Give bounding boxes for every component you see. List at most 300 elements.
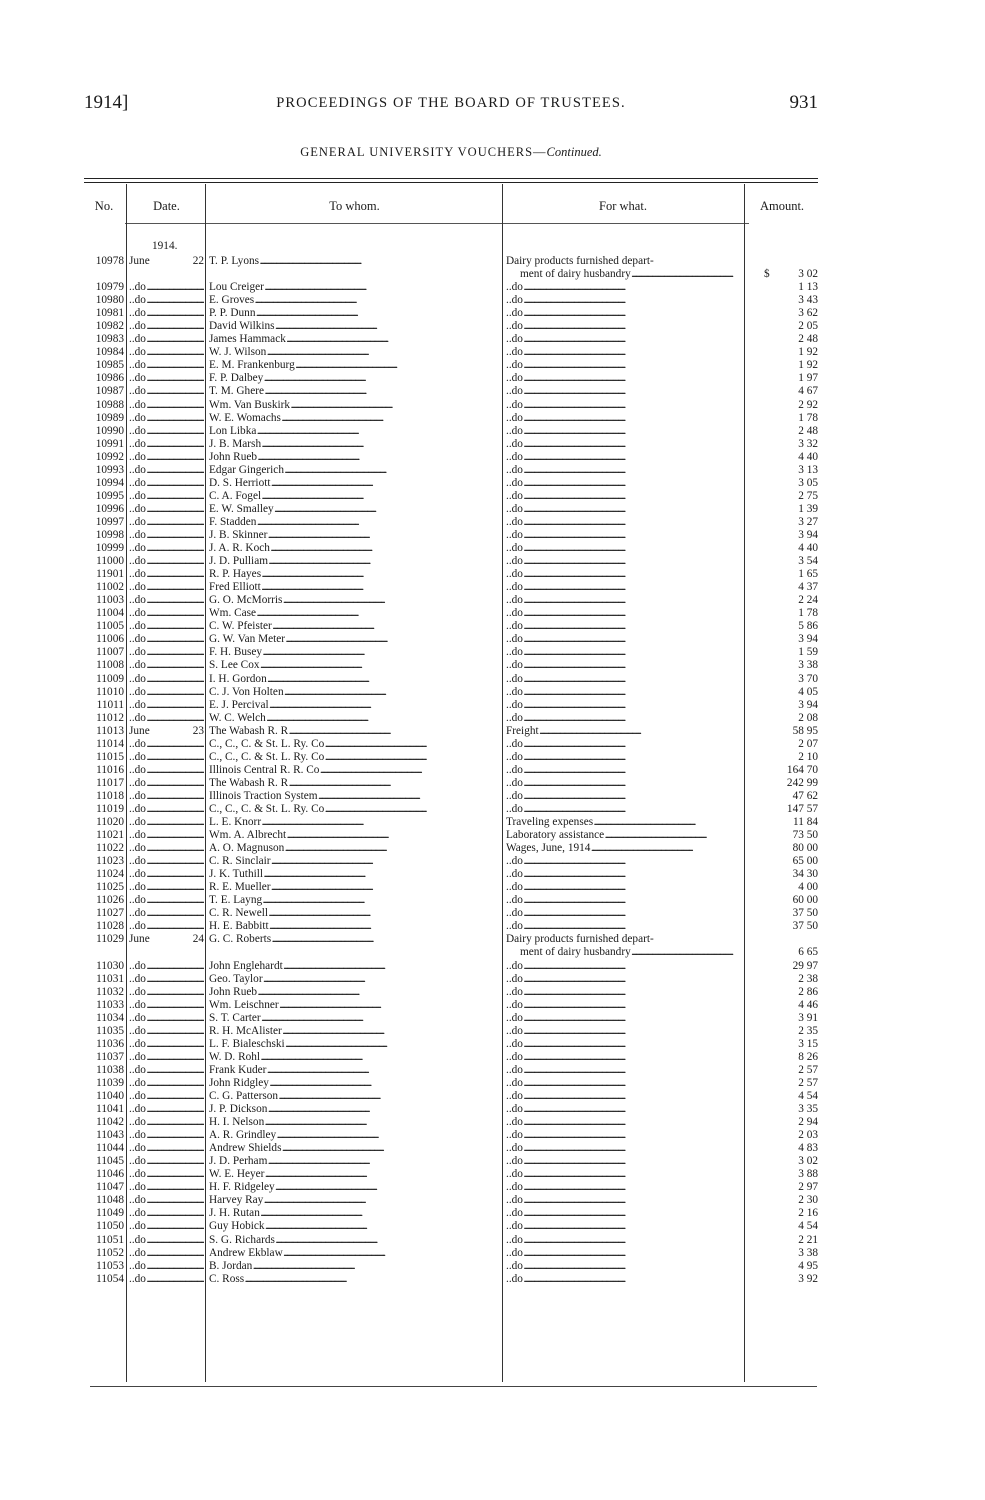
date-text: ..do [129, 1155, 146, 1168]
voucher-table-body [0, 240, 985, 1286]
date-text: ..do [129, 568, 146, 581]
amount: 1 78 [798, 607, 818, 620]
voucher-date [129, 855, 204, 868]
table-row [0, 816, 985, 829]
payee-name: Frank Kuder [209, 1063, 267, 1076]
voucher-date [129, 803, 204, 816]
voucher-date [129, 1207, 204, 1220]
table-row [0, 620, 985, 633]
purpose [506, 633, 740, 646]
payee-name: W. D. Rohl [209, 1050, 261, 1063]
payee [209, 477, 500, 490]
amount: 65 00 [792, 855, 818, 868]
payee-name: L. E. Knorr [209, 816, 262, 829]
voucher-date [129, 829, 204, 842]
purpose [506, 777, 740, 790]
payee-name: W. E. Womachs [209, 411, 281, 424]
voucher-date [129, 281, 204, 294]
payee-name: H. F. Ridgeley [209, 1181, 275, 1194]
purpose-text: Traveling expenses . . . [506, 816, 740, 829]
voucher-number: 10982 [95, 320, 124, 333]
voucher-date [129, 1234, 204, 1247]
date-text: ..do [129, 1050, 146, 1063]
purpose [506, 333, 740, 346]
date-text: ..do [129, 1272, 146, 1285]
purpose-text: ..do . . . [506, 1090, 740, 1103]
date-text: ..do [129, 281, 146, 294]
purpose [506, 451, 740, 464]
amount: 80 00 [792, 842, 818, 855]
amount: 8 26 [798, 1050, 818, 1063]
table-row [0, 255, 985, 281]
amount: 4 40 [798, 542, 818, 555]
purpose-text: ..do . . . [506, 477, 740, 490]
payee-name: W. E. Heyer [209, 1168, 265, 1181]
purpose-text: ..do . . . [506, 1260, 740, 1273]
table-row [0, 1038, 985, 1051]
date-text: ..do [129, 1024, 146, 1037]
date-text: ..do [129, 1129, 146, 1142]
purpose-text: ..do . . . [506, 281, 740, 294]
payee [209, 307, 500, 320]
purpose [506, 699, 740, 712]
date-text: ..do [129, 1168, 146, 1181]
date-text: ..do [129, 607, 146, 620]
purpose-text: ..do . . . [506, 359, 740, 372]
purpose [506, 307, 740, 320]
amount: 34 30 [792, 868, 818, 881]
purpose-text: ..do . . . [506, 1012, 740, 1025]
voucher-date [129, 986, 204, 999]
date-text: ..do [129, 398, 146, 411]
table-row [0, 1090, 985, 1103]
amount: 2 38 [798, 972, 818, 985]
table-row [0, 1116, 985, 1129]
payee [209, 333, 500, 346]
voucher-number: 10993 [95, 463, 124, 476]
table-row [0, 751, 985, 764]
voucher-number: 10991 [95, 437, 124, 450]
voucher-number: 11012 [96, 711, 124, 724]
table-row [0, 281, 985, 294]
voucher-date [129, 686, 204, 699]
header-underline [125, 223, 749, 224]
payee [209, 712, 500, 725]
purpose [506, 359, 740, 372]
payee [209, 933, 500, 946]
date-text: ..do [129, 750, 146, 763]
purpose [506, 1064, 740, 1077]
payee-name: R. P. Hayes [209, 568, 262, 581]
voucher-number: 11005 [96, 620, 124, 633]
amount: 4 46 [798, 998, 818, 1011]
purpose-text: ..do . . . [506, 712, 740, 725]
section-title [84, 145, 818, 160]
voucher-date [129, 1168, 204, 1181]
table-row [0, 803, 985, 816]
voucher-number: 11013 [96, 724, 124, 737]
table-row [0, 1051, 985, 1064]
amount: 1 92 [798, 359, 818, 372]
purpose-text: ..do . . . [506, 581, 740, 594]
purpose-text: ..do . . . [506, 542, 740, 555]
date-text: ..do [129, 894, 146, 907]
voucher-number: 11021 [96, 829, 124, 842]
payee [209, 1273, 500, 1286]
amount: 4 05 [798, 685, 818, 698]
payee [209, 568, 500, 581]
table-row [0, 699, 985, 712]
voucher-date [129, 516, 204, 529]
table-row [0, 359, 985, 372]
dollar-sign: $ [764, 268, 770, 280]
purpose-text-continued: ment of dairy husbandry . . . [506, 268, 740, 281]
table-row [0, 920, 985, 933]
payee [209, 438, 500, 451]
payee-name: C., C., C. & St. L. Ry. Co [209, 750, 325, 763]
table-row [0, 907, 985, 920]
table-row [0, 1142, 985, 1155]
voucher-date [129, 790, 204, 803]
purpose-text: ..do . . . [506, 894, 740, 907]
payee-name: G. W. Van Meter [209, 633, 286, 646]
payee [209, 777, 500, 790]
date-text: ..do [129, 1194, 146, 1207]
payee [209, 425, 500, 438]
purpose [506, 1142, 740, 1155]
purpose-text: ..do . . . [506, 1168, 740, 1181]
amount: 3 62 [798, 307, 818, 320]
table-row [0, 346, 985, 359]
amount: 2 30 [798, 1194, 818, 1207]
amount: 2 94 [798, 1116, 818, 1129]
voucher-number: 10992 [95, 450, 124, 463]
purpose [506, 320, 740, 333]
purpose [506, 490, 740, 503]
payee-name: I. H. Gordon [209, 672, 267, 685]
voucher-date [129, 1064, 204, 1077]
amount: 2 57 [798, 1076, 818, 1089]
purpose [506, 1220, 740, 1233]
purpose [506, 255, 740, 281]
payee [209, 842, 500, 855]
purpose [506, 425, 740, 438]
table-row [0, 738, 985, 751]
date-text: ..do [129, 555, 146, 568]
payee [209, 1155, 500, 1168]
amount: 2 57 [798, 1063, 818, 1076]
payee [209, 881, 500, 894]
purpose [506, 920, 740, 933]
date-text: ..do [129, 620, 146, 633]
voucher-date [129, 359, 204, 372]
purpose [506, 412, 740, 425]
payee-name: E. M. Frankenburg [209, 359, 295, 372]
amount: 3 38 [798, 1246, 818, 1259]
table-row [0, 960, 985, 973]
payee-name: J. B. Marsh [209, 437, 262, 450]
voucher-date [129, 633, 204, 646]
table-row [0, 1234, 985, 1247]
table-row [0, 503, 985, 516]
payee-name: S. T. Carter [209, 1011, 261, 1024]
date-text: ..do [129, 528, 146, 541]
purpose-text: Wages, June, 1914 . . . [506, 842, 740, 855]
purpose-text-continued: ment of dairy husbandry . . . [506, 946, 740, 959]
table-row [0, 712, 985, 725]
date-text: ..do [129, 359, 146, 372]
date-text: ..do [129, 829, 146, 842]
purpose [506, 1077, 740, 1090]
payee-name: C., C., C. & St. L. Ry. Co [209, 737, 325, 750]
purpose-text: ..do . . . [506, 372, 740, 385]
voucher-date [129, 894, 204, 907]
table-row [0, 1273, 985, 1286]
voucher-number: 11018 [96, 789, 124, 802]
purpose [506, 725, 740, 738]
purpose [506, 973, 740, 986]
voucher-number: 11024 [96, 868, 124, 881]
purpose-text: ..do . . . [506, 881, 740, 894]
table-row [0, 777, 985, 790]
payee [209, 1064, 500, 1077]
payee-name: E. Groves [209, 294, 255, 307]
date-text: ..do [129, 1037, 146, 1050]
payee [209, 294, 500, 307]
date-text: ..do [129, 476, 146, 489]
table-row [0, 412, 985, 425]
purpose-text: ..do . . . [506, 1077, 740, 1090]
date-text: ..do [129, 489, 146, 502]
date-text: ..do [129, 320, 146, 333]
table-row [0, 725, 985, 738]
table-row [0, 372, 985, 385]
payee [209, 451, 500, 464]
payee-name: J. H. Rutan [209, 1207, 260, 1220]
voucher-date [129, 425, 204, 438]
purpose-text: Laboratory assistance . . . [506, 829, 740, 842]
payee [209, 907, 500, 920]
purpose [506, 842, 740, 855]
purpose-text: ..do . . . [506, 1129, 740, 1142]
year-label: 1914. [152, 240, 178, 252]
purpose [506, 1181, 740, 1194]
voucher-number: 11027 [96, 907, 124, 920]
payee [209, 581, 500, 594]
purpose [506, 686, 740, 699]
purpose-text: ..do . . . [506, 516, 740, 529]
table-row [0, 1168, 985, 1181]
payee [209, 320, 500, 333]
date-text: ..do [129, 855, 146, 868]
payee [209, 790, 500, 803]
voucher-date [129, 607, 204, 620]
date-text: ..do [129, 411, 146, 424]
date-day: 22 [192, 255, 204, 267]
purpose [506, 581, 740, 594]
payee-name: J. B. Skinner [209, 528, 268, 541]
table-row [0, 425, 985, 438]
date-text: ..do [129, 385, 146, 398]
voucher-date [129, 1194, 204, 1207]
voucher-date [129, 568, 204, 581]
voucher-number: 11023 [96, 855, 124, 868]
payee-name: C. G. Patterson [209, 1090, 279, 1102]
date-text: ..do [129, 672, 146, 685]
payee [209, 1168, 500, 1181]
purpose-text: ..do . . . [506, 425, 740, 438]
table-row [0, 320, 985, 333]
payee-name: James Hammack [209, 333, 286, 346]
amount: 2 75 [798, 489, 818, 502]
purpose-text: ..do . . . [506, 333, 740, 346]
voucher-date [129, 725, 204, 738]
purpose-text: ..do . . . [506, 1207, 740, 1220]
payee [209, 255, 500, 268]
voucher-number: 11036 [96, 1037, 124, 1050]
payee [209, 1220, 500, 1233]
table-row [0, 829, 985, 842]
voucher-date [129, 1142, 204, 1155]
voucher-date [129, 1077, 204, 1090]
amount: 3 32 [798, 437, 818, 450]
payee-name: T. M. Ghere [209, 385, 265, 398]
payee-name: John Rueb [209, 450, 258, 463]
payee-name: The Wabash R. R [209, 776, 289, 789]
voucher-date [129, 842, 204, 855]
payee-name: W. C. Welch [209, 711, 266, 724]
voucher-number: 10978 [95, 255, 124, 267]
purpose [506, 594, 740, 607]
voucher-date [129, 1155, 204, 1168]
payee-name: D. S. Herriott [209, 476, 271, 489]
payee-name: Wm. Leischner [209, 998, 279, 1011]
voucher-number: 10980 [95, 294, 124, 307]
table-row [0, 842, 985, 855]
payee-name: Lou Creiger [209, 281, 264, 294]
table-row [0, 1155, 985, 1168]
purpose-text: ..do . . . [506, 1155, 740, 1168]
date-text: June [129, 933, 150, 946]
date-text: ..do [129, 372, 146, 385]
voucher-number: 11031 [96, 972, 124, 985]
purpose [506, 673, 740, 686]
amount: 164 70 [786, 763, 818, 776]
voucher-number: 10984 [95, 346, 124, 359]
purpose-text: ..do . . . [506, 738, 740, 751]
date-text: ..do [129, 868, 146, 881]
voucher-number: 11045 [96, 1155, 124, 1168]
purpose [506, 620, 740, 633]
table-row [0, 385, 985, 398]
purpose-text: ..do . . . [506, 529, 740, 542]
voucher-number: 11053 [96, 1259, 124, 1272]
purpose-text: ..do . . . [506, 568, 740, 581]
payee-name: C. R. Newell [209, 907, 268, 920]
voucher-number: 10996 [95, 502, 124, 515]
voucher-number: 11044 [96, 1142, 124, 1155]
payee-name: G. C. Roberts [209, 933, 272, 946]
purpose-text: ..do . . . [506, 1194, 740, 1207]
amount: 2 92 [798, 398, 818, 411]
payee-name: John Englehardt [209, 959, 283, 972]
payee [209, 960, 500, 973]
payee-name: P. P. Dunn [209, 307, 256, 320]
date-text: ..do [129, 502, 146, 515]
table-row [0, 894, 985, 907]
table-row [0, 555, 985, 568]
table-row [0, 1247, 985, 1260]
voucher-number: 10979 [95, 281, 124, 294]
voucher-number: 11049 [96, 1207, 124, 1220]
table-row [0, 686, 985, 699]
payee-name: J. D. Pulliam [209, 555, 268, 568]
voucher-number: 11034 [96, 1011, 124, 1024]
voucher-number: 11040 [96, 1090, 124, 1102]
payee [209, 1207, 500, 1220]
voucher-date [129, 1220, 204, 1233]
purpose-text: ..do . . . [506, 1220, 740, 1233]
payee-name: Wm. A. Albrecht [209, 829, 287, 842]
amount: 3 92 [798, 1272, 818, 1285]
top-rule [84, 178, 818, 179]
purpose-text: ..do . . . [506, 855, 740, 868]
voucher-date [129, 907, 204, 920]
purpose-text: ..do . . . [506, 320, 740, 333]
voucher-date [129, 555, 204, 568]
purpose [506, 1260, 740, 1273]
amount: 4 67 [798, 385, 818, 398]
date-text: ..do [129, 1116, 146, 1129]
purpose-text: ..do . . . [506, 594, 740, 607]
payee-name: F. P. Dalbey [209, 372, 264, 385]
purpose-text: ..do . . . [506, 646, 740, 659]
voucher-number: 11039 [96, 1076, 124, 1089]
date-text: ..do [129, 1220, 146, 1233]
table-row [0, 633, 985, 646]
payee [209, 372, 500, 385]
purpose [506, 1038, 740, 1051]
payee-name: Andrew Shields [209, 1142, 282, 1155]
voucher-date [129, 385, 204, 398]
table-row [0, 659, 985, 672]
payee [209, 633, 500, 646]
voucher-number: 11038 [96, 1063, 124, 1076]
date-text: ..do [129, 1233, 146, 1246]
purpose [506, 1155, 740, 1168]
purpose [506, 1207, 740, 1220]
date-text: ..do [129, 646, 146, 659]
payee [209, 751, 500, 764]
payee [209, 999, 500, 1012]
table-row [0, 1077, 985, 1090]
purpose [506, 659, 740, 672]
amount: 3 91 [798, 1011, 818, 1024]
purpose-text: ..do . . . [506, 1181, 740, 1194]
date-text: ..do [129, 333, 146, 346]
voucher-date [129, 399, 204, 412]
date-text: ..do [129, 1090, 146, 1102]
payee-name: Illinois Central R. R. Co [209, 763, 320, 776]
payee [209, 1103, 500, 1116]
payee [209, 555, 500, 568]
voucher-date [129, 659, 204, 672]
purpose [506, 1129, 740, 1142]
payee [209, 281, 500, 294]
purpose-text: ..do . . . [506, 790, 740, 803]
payee [209, 855, 500, 868]
date-text: ..do [129, 763, 146, 776]
